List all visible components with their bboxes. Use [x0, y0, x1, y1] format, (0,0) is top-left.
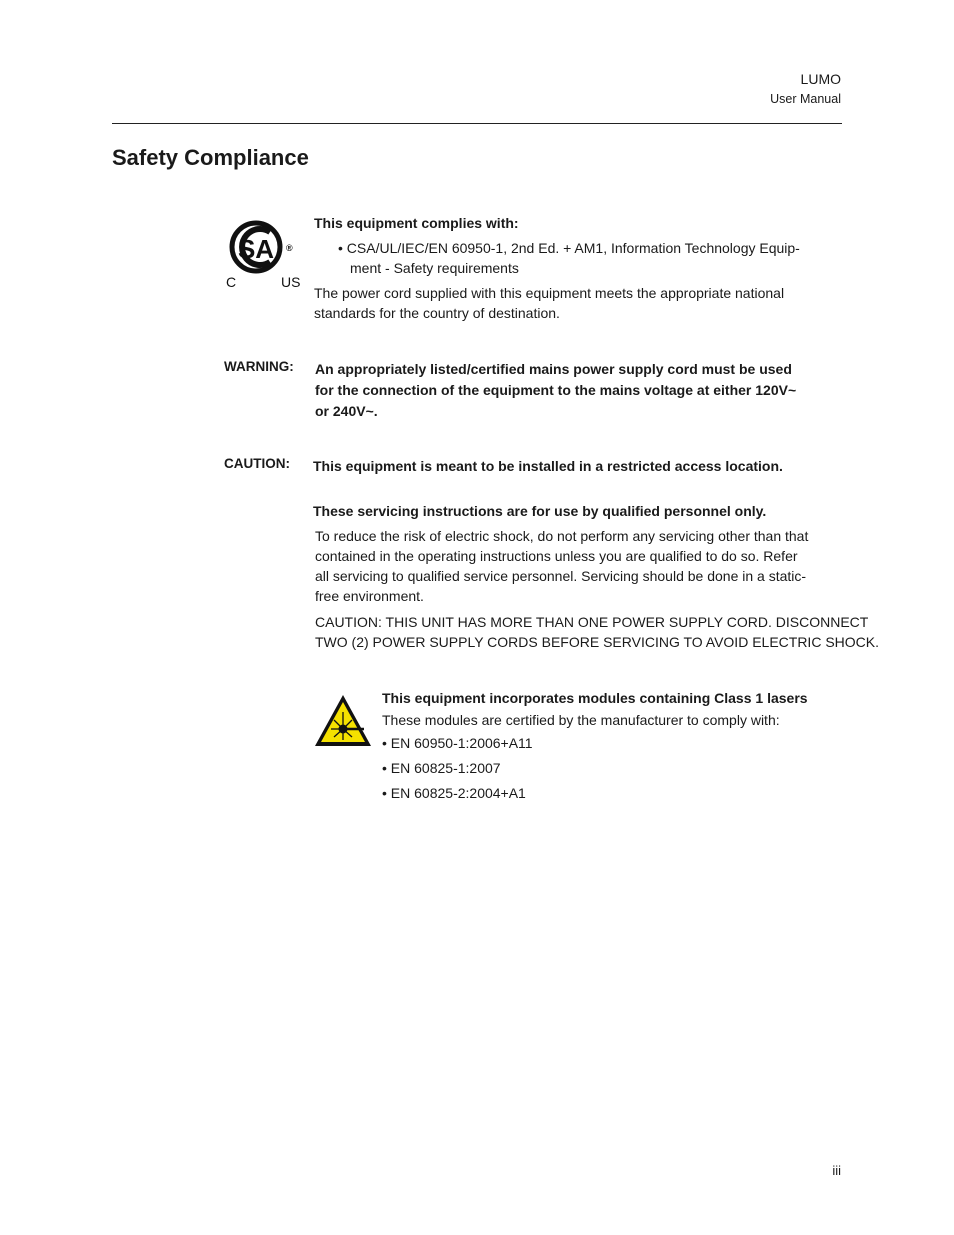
header-divider — [112, 123, 842, 124]
laser-standard-item: • EN 60950-1:2006+A11 — [382, 735, 533, 751]
laser-standard-item: • EN 60825-2:2004+A1 — [382, 785, 526, 801]
caution-label: CAUTION: — [224, 456, 290, 471]
laser-standard-item: • EN 60825-1:2007 — [382, 760, 501, 776]
power-cord-line: The power cord supplied with this equipment meets the appropriate national — [314, 285, 785, 301]
manual-type: User Manual — [770, 92, 841, 106]
compliance-bullet — [338, 238, 800, 278]
servicing-line: all servicing to qualified service personnel. Servicing should be done in a static- — [315, 568, 807, 584]
csa-certification-icon — [224, 217, 304, 291]
laser-heading: This equipment incorporates modules containing Class 1 lasers — [382, 690, 808, 706]
servicing-line: free environment. — [315, 588, 424, 604]
csa-registered-mark: ® — [286, 243, 293, 253]
servicing-paragraph — [315, 526, 808, 606]
warning-text — [315, 359, 796, 422]
warning-line: for the connection of the equipment to the mains voltage at either 120V~ — [315, 382, 797, 398]
warning-label: WARNING: — [224, 359, 294, 374]
servicing-caution-line: CAUTION: THIS UNIT HAS MORE THAN ONE POWER SUPPLY CORD. DISCONNECT — [315, 614, 869, 630]
servicing-line: contained in the operating instructions unless you are qualified to do so. Refer — [315, 548, 798, 564]
page-title: Safety Compliance — [112, 145, 309, 170]
compliance-bullet-line-1: • CSA/UL/IEC/EN 60950-1, 2nd Ed. + AM1, Information Technology Equip- — [338, 240, 800, 256]
caution-text: This equipment is meant to be installed in a restricted access location. — [313, 458, 783, 474]
warning-line: or 240V~. — [315, 403, 378, 419]
manual-product-name: LUMO — [800, 71, 841, 87]
servicing-caution-line: TWO (2) POWER SUPPLY CORDS BEFORE SERVICING TO AVOID ELECTRIC SHOCK. — [315, 634, 879, 650]
warning-line: An appropriately listed/certified mains power supply cord must be used — [315, 361, 792, 377]
servicing-heading: These servicing instructions are for use by qualified personnel only. — [313, 503, 767, 519]
servicing-caution-paragraph — [315, 612, 879, 652]
compliance-intro: This equipment complies with: — [314, 215, 519, 231]
svg-text:SA: SA — [237, 234, 275, 264]
laser-intro: These modules are certified by the manufacturer to comply with: — [382, 712, 780, 728]
laser-warning-icon — [313, 693, 373, 748]
power-cord-line: standards for the country of destination. — [314, 305, 560, 321]
csa-logo-us-letters: US — [281, 274, 301, 290]
csa-logo-c-letter: C — [226, 274, 237, 290]
page-number: iii — [832, 1163, 841, 1178]
compliance-bullet-line-2: ment - Safety requirements — [350, 260, 519, 276]
servicing-line: To reduce the risk of electric shock, do not perform any servicing other than that — [315, 528, 809, 544]
power-cord-paragraph — [314, 283, 784, 323]
